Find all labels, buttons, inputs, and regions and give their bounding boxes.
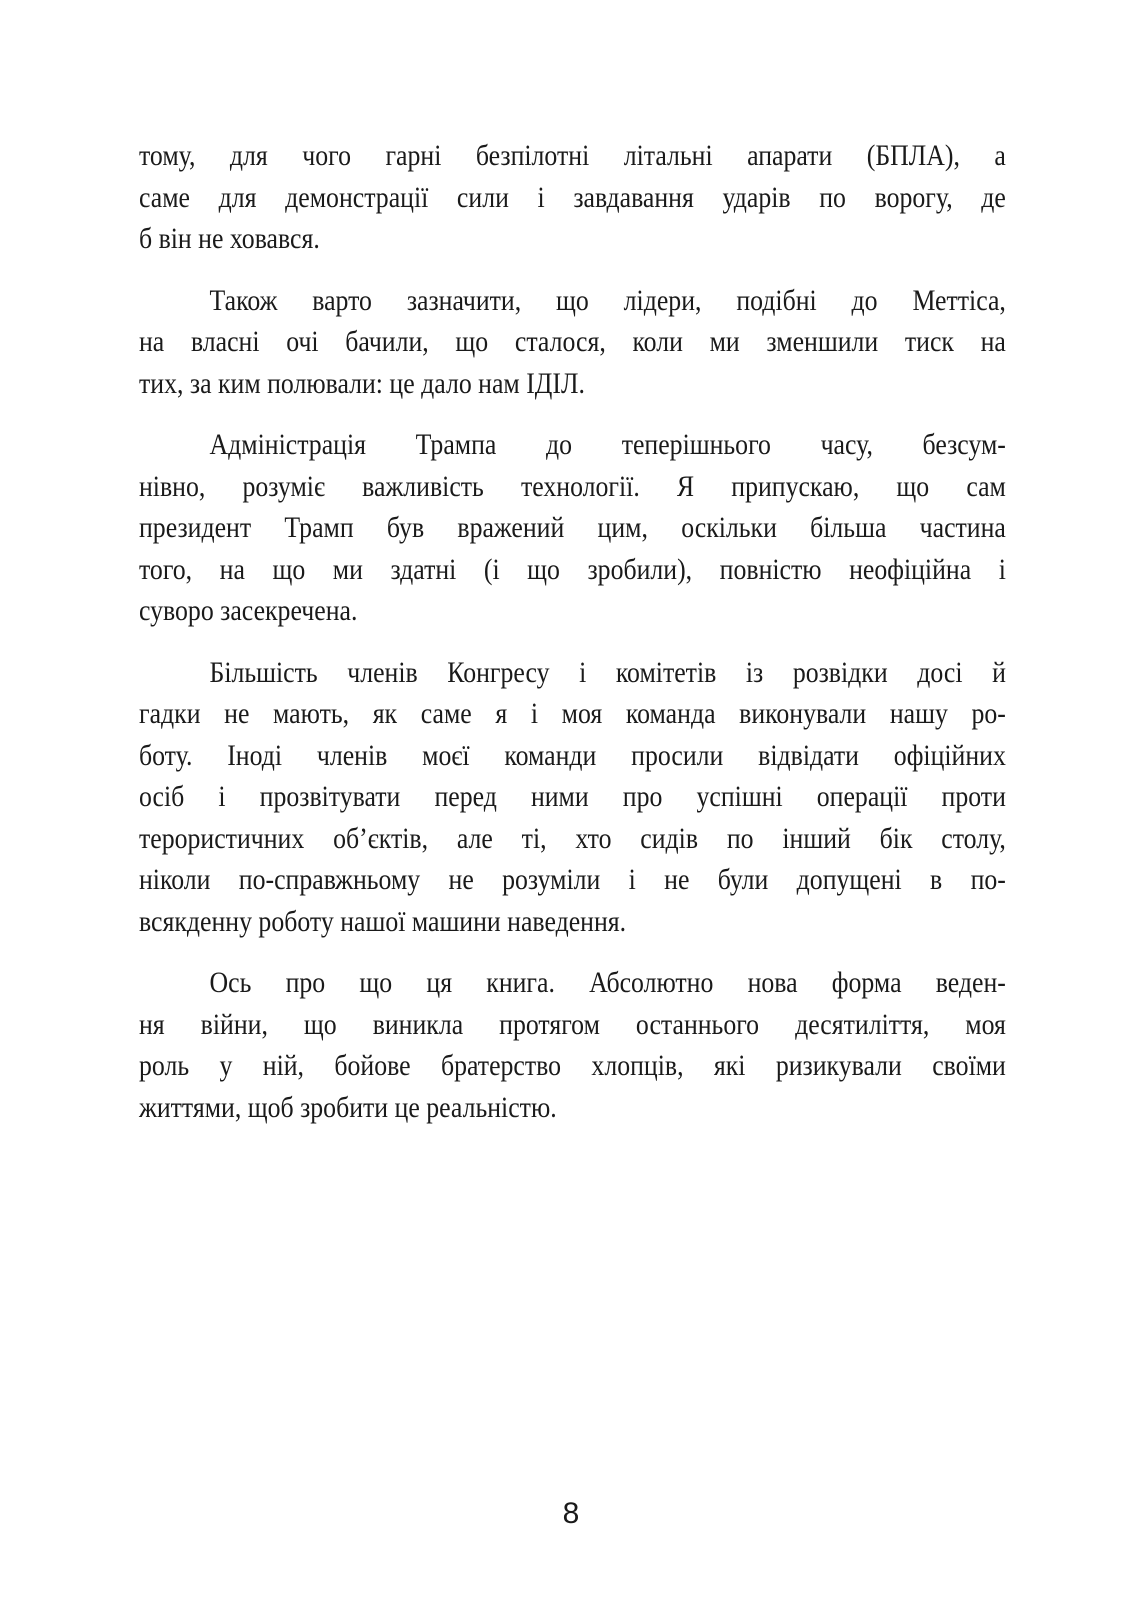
paragraph	[139, 652, 1006, 943]
text-line: того, на що ми здатні (і що зробили), повністю неофіційна і	[139, 552, 1006, 586]
paragraph	[139, 135, 1006, 260]
text-line: нівно, розуміє важливість технології. Я припускаю, що сам	[139, 469, 1006, 503]
text-line: тому, для чого гарні безпілотні літальні апарати (БПЛА), а	[139, 139, 1006, 172]
text-line: всякденну роботу нашої машини наведення.	[139, 904, 627, 938]
text-line: саме для демонстрації сили і завдавання ударів по ворогу, де	[139, 180, 1006, 214]
text-line: терористичних об’єктів, але ті, хто сидів по інший бік столу,	[139, 821, 1006, 855]
text-line: роль у ній, бойове братерство хлопців, які ризикували своїми	[139, 1049, 1006, 1082]
text-line: тих, за ким полювали: це дало нам ІДІЛ.	[139, 366, 585, 400]
page-number: 8	[562, 1497, 580, 1530]
text-line: життями, щоб зробити це реальністю.	[139, 1090, 557, 1124]
text-line: ніколи по-справжньому не розуміли і не були допущені в по-	[139, 863, 1006, 896]
text-line: б він не ховався.	[139, 222, 320, 255]
text-line: Ось про що ця книга. Абсолютно нова форма веден-	[209, 966, 1006, 999]
text-line: ня війни, що виникла протягом останнього десятиліття, моя	[139, 1007, 1006, 1041]
text-line: президент Трамп був вражений цим, оскільки більша частина	[139, 511, 1006, 544]
body-text-inner	[139, 135, 1006, 1128]
text-line: Адміністрація Трампа до теперішнього часу, безсум-	[209, 428, 1006, 461]
text-line: Також варто зазначити, що лідери, подібні до Меттіса,	[209, 283, 1006, 317]
text-line: на власні очі бачили, що сталося, коли ми зменшили тиск на	[139, 325, 1006, 358]
text-line: гадки не мають, як саме я і моя команда виконували нашу ро-	[139, 697, 1006, 730]
text-line: боту. Іноді членів моєї команди просили відвідати офіційних	[139, 738, 1006, 772]
text-line: осіб і прозвітувати перед ними про успішні операції проти	[139, 780, 1006, 813]
paragraph	[139, 280, 1006, 405]
text-line: Більшість членів Конгресу і комітетів із розвідки досі й	[209, 655, 1006, 689]
text-line: суворо засекречена.	[139, 594, 358, 627]
body-text	[139, 135, 1006, 1148]
paragraph	[139, 962, 1006, 1128]
paragraph	[139, 424, 1006, 632]
